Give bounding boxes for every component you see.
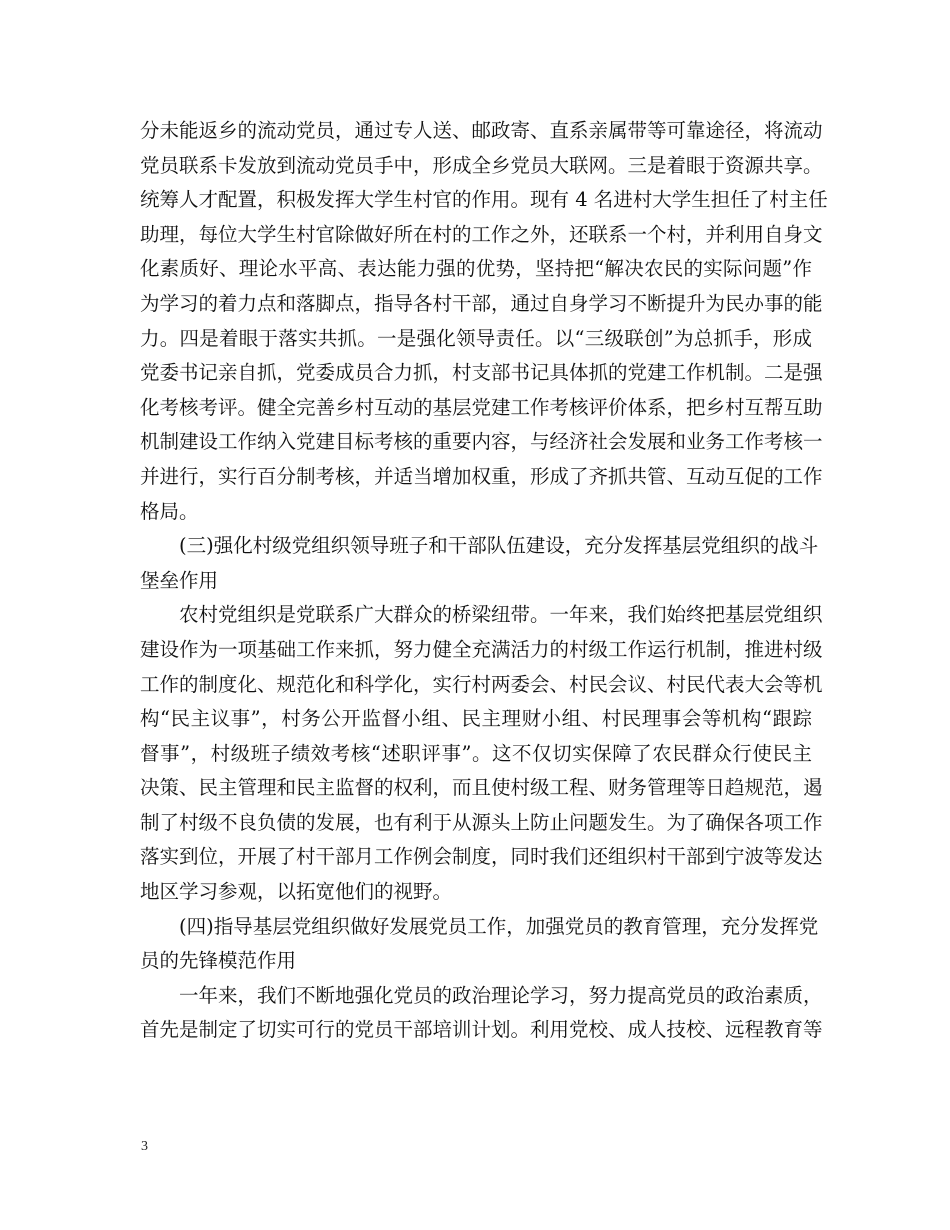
text-line: 并进行，实行百分制考核，并适当增加权重，形成了齐抓共管、互动互促的工作 <box>140 464 823 488</box>
text-line: 统筹人才配置，积极发挥大学生村官的作用。现有 4 名进村大学生担任了村主任 <box>140 188 828 212</box>
text-line: 一年来，我们不断地强化党员的政治理论学习，努力提高党员的政治素质， <box>179 983 823 1007</box>
text-line: 地区学习参观，以拓宽他们的视野。 <box>140 880 453 904</box>
section-heading-line: 堡垒作用 <box>140 568 219 592</box>
text-line: 督事”，村级班子绩效考核“述职评事”。这不仅切实保障了农民群众行使民主 <box>140 741 812 765</box>
text-line: 建设作为一项基础工作来抓，努力健全充满活力的村级工作运行机制，推进村级 <box>140 637 823 661</box>
text-line: 首先是制定了切实可行的党员干部培训计划。利用党校、成人技校、远程教育等 <box>140 1018 823 1042</box>
text-line: 党委书记亲自抓，党委成员合力抓，村支部书记具体抓的党建工作机制。二是强 <box>140 361 823 385</box>
section-heading-line: (三)强化村级党组织领导班子和干部队伍建设，充分发挥基层党组织的战斗 <box>179 534 819 558</box>
text-line: 化考核考评。健全完善乡村互动的基层党建工作考核评价体系，把乡村互帮互助 <box>140 395 823 419</box>
text-line: 力。四是着眼于落实共抓。一是强化领导责任。以“三级联创”为总抓手，形成 <box>140 326 812 350</box>
page-number: 3 <box>141 1139 148 1154</box>
text-line: 农村党组织是党联系广大群众的桥梁纽带。一年来，我们始终把基层党组织 <box>179 603 823 627</box>
text-line: 党员联系卡发放到流动党员手中，形成全乡党员大联网。三是着眼于资源共享。 <box>140 153 823 177</box>
text-line: 机制建设工作纳入党建目标考核的重要内容，与经济社会发展和业务工作考核一 <box>140 430 823 454</box>
text-line: 制了村级不良负债的发展，也有利于从源头上防止问题发生。为了确保各项工作 <box>140 810 823 834</box>
text-line: 为学习的着力点和落脚点，指导各村干部，通过自身学习不断提升为民办事的能 <box>140 291 823 315</box>
text-line: 决策、民主管理和民主监督的权利，而且使村级工程、财务管理等日趋规范，遏 <box>140 776 823 800</box>
text-line: 化素质好、理论水平高、表达能力强的优势，坚持把“解决农民的实际问题”作 <box>140 257 812 281</box>
text-line: 格局。 <box>140 499 199 523</box>
text-line: 分未能返乡的流动党员，通过专人送、邮政寄、直系亲属带等可靠途径，将流动 <box>140 119 823 142</box>
text-line: 落实到位，开展了村干部月工作例会制度，同时我们还组织村干部到宁波等发达 <box>140 845 823 869</box>
section-heading-line: 员的先锋模范作用 <box>140 949 297 973</box>
body-text <box>140 114 828 1048</box>
section-heading-line: (四)指导基层党组织做好发展党员工作，加强党员的教育管理，充分发挥党 <box>179 914 819 938</box>
text-line: 助理，每位大学生村官除做好所在村的工作之外，还联系一个村，并利用自身文 <box>140 222 823 246</box>
text-line: 工作的制度化、规范化和科学化，实行村两委会、村民会议、村民代表大会等机 <box>140 672 823 696</box>
text-line: 构“民主议事”，村务公开监督小组、民主理财小组、村民理事会等机构“跟踪 <box>140 707 812 731</box>
